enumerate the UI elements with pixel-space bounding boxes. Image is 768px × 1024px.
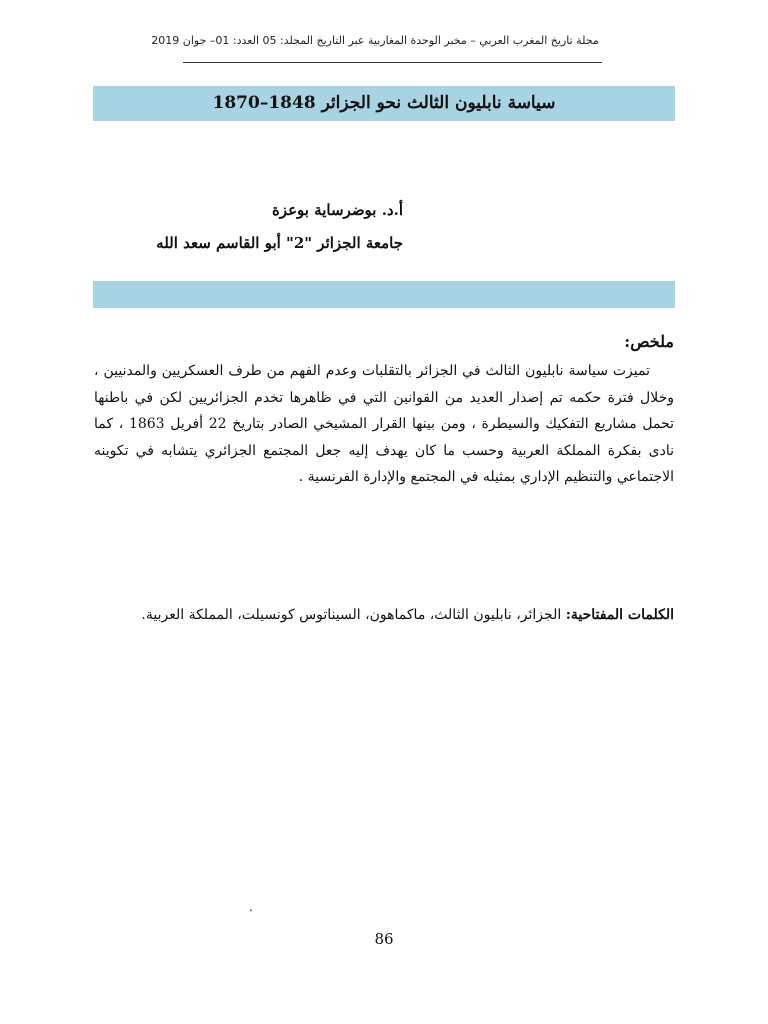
stray-mark: . bbox=[249, 900, 253, 914]
keywords-block bbox=[94, 600, 674, 630]
header-rule bbox=[183, 62, 602, 63]
abstract-heading: ملخص: bbox=[624, 332, 674, 351]
separator-band bbox=[93, 281, 675, 308]
running-header: مجلة تاريخ المغرب العربي – مخبر الوحدة المغاربية عبر التاريخ المجلد: 05 العدد: 01– جوان 2019 bbox=[151, 34, 599, 47]
article-title: سياسة نابليون الثالث نحو الجزائر 1848–1870 bbox=[212, 93, 556, 113]
page-number: 86 bbox=[374, 930, 394, 948]
author-name: أ.د. بوضرساية بوعزة bbox=[271, 201, 403, 219]
keywords-text: الجزائر، نابليون الثالث، ماكماهون، السيناتوس كونسيلت، المملكة العربية. bbox=[141, 607, 566, 623]
author-affiliation: جامعة الجزائر "2" أبو القاسم سعد الله bbox=[156, 234, 403, 252]
abstract-body: تميزت سياسة نابليون الثالث في الجزائر بالتقلبات وعدم الفهم من طرف العسكريين والمدنيين ، وخلال فترة حكمه تم إصدار العديد من القوانين التي في ظاهرها تخدم الجزائريين لكن في باطنها تحمل مشاريع التفكيك والسيطرة ، ومن بينها القرار المشيخي الصادر بتاريخ 22 أفريل 1863 ، كما نادى بفكرة المملكة العربية وحسب ما كان يهدف إليه جعل المجتمع الجزائري يتشابه في تكوينه الاجتماعي والتنظيم الإداري بمثيله في المجتمع والإدارة الفرنسية . bbox=[94, 363, 674, 485]
keywords-label: الكلمات المفتاحية: bbox=[565, 607, 674, 623]
